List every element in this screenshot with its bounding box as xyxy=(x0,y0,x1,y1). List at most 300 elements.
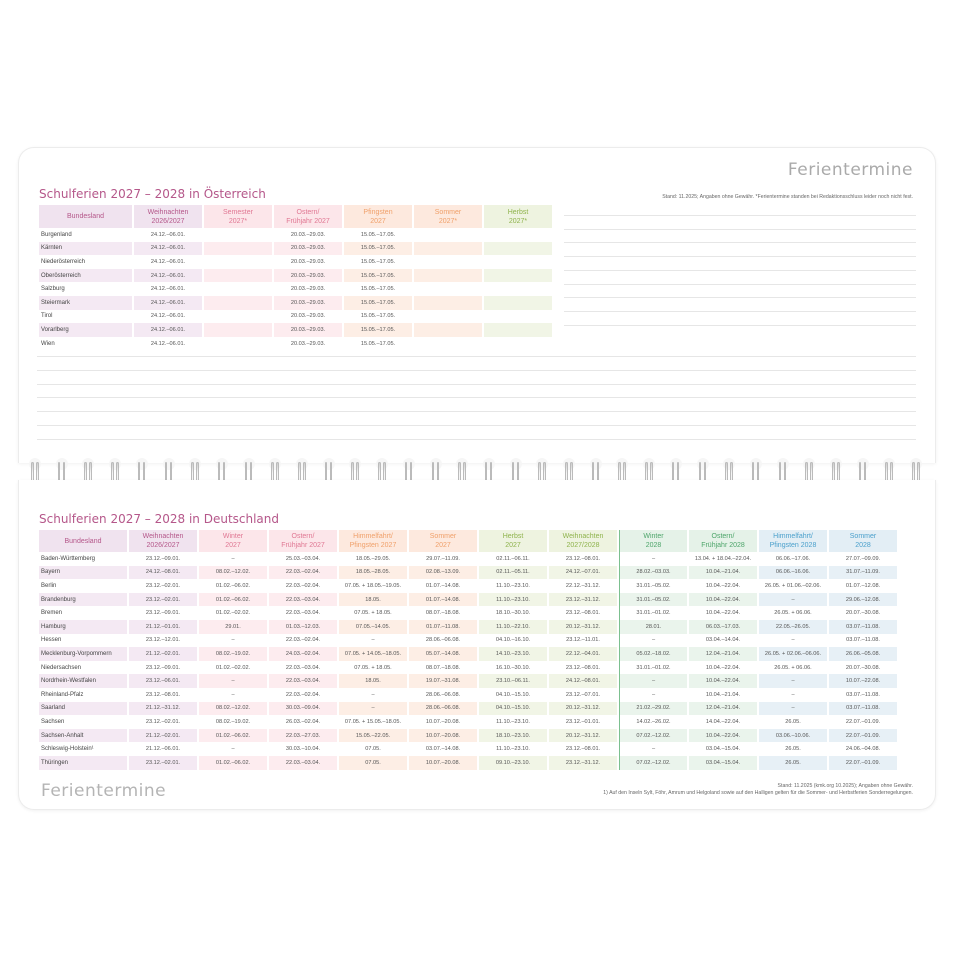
date-cell: 23.12.–09.01. xyxy=(145,610,181,617)
date-cell: 15.05.–17.05. xyxy=(360,258,396,265)
state-name: Niederösterreich xyxy=(41,258,86,265)
date-cell: – xyxy=(619,742,687,756)
date-cell: 21.12.–02.01. xyxy=(129,729,197,743)
date-cell: – xyxy=(619,674,687,688)
date-cell: – xyxy=(231,746,235,753)
column-header xyxy=(339,530,407,552)
date-cell: 07.05. + 18.05. xyxy=(354,664,392,671)
date-cell: 23.12.–11.01. xyxy=(566,637,600,644)
header-line-1: Himmelfahrt/ xyxy=(773,533,813,540)
date-cell: 06.06.–16.06. xyxy=(759,566,827,580)
date-cell: 20.07.–30.08. xyxy=(845,610,881,617)
table-row xyxy=(39,242,552,256)
date-cell: 01.02.–06.02. xyxy=(215,582,251,589)
state-name: Rheinland-Pfalz xyxy=(41,691,84,698)
date-cell: 20.03.–29.03. xyxy=(274,242,342,256)
table-row xyxy=(39,228,552,242)
note-line xyxy=(564,311,916,312)
date-cell xyxy=(484,255,552,269)
header-line-1: Pfingsten xyxy=(363,208,393,216)
state-name: Burgenland xyxy=(41,231,72,238)
table-row xyxy=(39,579,897,593)
header-line-1: Ostern/ xyxy=(711,533,735,540)
column-header xyxy=(39,205,132,228)
date-cell: 01.02.–06.02. xyxy=(199,729,267,743)
note-line xyxy=(37,439,916,440)
state-name: Thüringen xyxy=(39,756,127,770)
date-cell: 23.12.–08.01. xyxy=(565,555,601,562)
date-cell: 23.12.–02.01. xyxy=(129,593,197,607)
date-cell xyxy=(204,255,272,269)
date-cell: 05.07.–14.08. xyxy=(409,647,477,661)
date-cell xyxy=(484,242,552,256)
date-cell: 12.04.–21.04. xyxy=(689,647,757,661)
table-row xyxy=(39,269,552,283)
date-cell: 22.05.–26.05. xyxy=(759,620,827,634)
brand-title-top: Ferientermine xyxy=(787,160,913,180)
date-cell xyxy=(484,228,552,242)
date-cell: 23.12.–08.01. xyxy=(565,664,601,671)
date-cell: 28.06.–06.08. xyxy=(425,637,461,644)
header-line-2: 2027 xyxy=(505,542,521,549)
date-cell: 24.12.–06.01. xyxy=(150,313,186,320)
date-cell: 18.10.–30.10. xyxy=(495,610,531,617)
date-cell: 26.03.–02.04. xyxy=(285,718,321,725)
date-cell: 23.10.–06.11. xyxy=(479,674,547,688)
date-cell: 15.05.–17.05. xyxy=(360,340,396,347)
date-cell: 31.01.–05.02. xyxy=(619,579,687,593)
column-header xyxy=(759,530,827,552)
date-cell xyxy=(204,282,272,296)
state-name: Sachsen-Anhalt xyxy=(39,729,127,743)
header-line-1: Bundesland xyxy=(67,213,104,220)
date-cell: 15.05.–17.05. xyxy=(344,296,412,310)
note-line xyxy=(37,411,916,412)
header-line-1: Sommer xyxy=(429,533,457,540)
date-cell: 23.12.–08.01. xyxy=(565,746,601,753)
column-header xyxy=(129,530,197,552)
date-cell: 08.02.–19.02. xyxy=(215,718,251,725)
date-cell: 29.01. xyxy=(199,620,267,634)
section-title-austria: Schulferien 2027 – 2028 in Österreich xyxy=(39,187,266,201)
date-cell: 04.10.–15.10. xyxy=(495,691,531,698)
date-cell: 23.12.–08.01. xyxy=(145,691,181,698)
note-line xyxy=(37,370,916,371)
date-cell: 10.07.–20.08. xyxy=(409,756,477,770)
state-name: Bremen xyxy=(41,610,63,617)
header-line-2: 2028 xyxy=(855,542,871,549)
date-cell: 22.03.–02.04. xyxy=(285,582,321,589)
state-name: Oberösterreich xyxy=(39,269,132,283)
date-cell: 24.12.–06.01. xyxy=(134,323,202,337)
header-line-2: 2027* xyxy=(508,217,528,225)
date-cell: 10.04.–22.04. xyxy=(705,610,741,617)
date-cell: – xyxy=(619,552,687,566)
note-line xyxy=(37,356,916,357)
date-cell: – xyxy=(619,634,687,648)
table-row xyxy=(39,647,897,661)
column-header xyxy=(414,205,482,228)
date-cell: 24.12.–06.01. xyxy=(134,296,202,310)
note-line xyxy=(564,297,916,298)
date-cell: – xyxy=(759,593,827,607)
date-cell: 03.07.–11.08. xyxy=(846,637,880,644)
state-name: Sachsen xyxy=(41,718,65,725)
date-cell: 28.02.–03.03. xyxy=(619,566,687,580)
note-line xyxy=(564,284,916,285)
table-row xyxy=(39,593,897,607)
date-cell: – xyxy=(791,637,795,644)
date-cell: 18.05.–28.05. xyxy=(339,566,407,580)
date-cell: 07.02.–12.02. xyxy=(619,756,687,770)
date-cell: 15.05.–17.05. xyxy=(344,269,412,283)
footnote-stand: Stand: 11.2025 (kmk.org 10.2025); Angaben ohne Gewähr. xyxy=(777,783,913,789)
date-cell: 24.12.–06.01. xyxy=(134,269,202,283)
date-cell: 07.02.–12.02. xyxy=(619,729,687,743)
date-cell: 29.06.–12.08. xyxy=(829,593,897,607)
page-austria xyxy=(18,147,936,463)
date-cell: 24.12.–06.01. xyxy=(150,340,186,347)
date-cell: 08.07.–18.08. xyxy=(425,610,461,617)
date-cell xyxy=(204,242,272,256)
date-cell: 03.04.–15.04. xyxy=(689,756,757,770)
table-row xyxy=(39,282,552,296)
date-cell: 08.02.–12.02. xyxy=(199,566,267,580)
date-cell: 07.05. + 18.05. xyxy=(354,610,392,617)
date-cell: 20.03.–29.03. xyxy=(290,340,326,347)
state-name: Wien xyxy=(41,340,55,347)
date-cell: 22.07.–01.09. xyxy=(829,756,897,770)
date-cell: 01.02.–02.02. xyxy=(215,664,251,671)
header-line-1: Bundesland xyxy=(64,537,102,545)
column-header xyxy=(39,530,127,552)
date-cell: 01.07.–14.08. xyxy=(425,582,461,589)
note-line xyxy=(564,325,916,326)
note-line xyxy=(564,256,916,257)
header-line-2: Frühjahr 2027 xyxy=(286,217,330,225)
date-cell: 22.03.–02.04. xyxy=(269,566,337,580)
date-cell: 14.10.–23.10. xyxy=(479,647,547,661)
date-cell xyxy=(204,310,272,324)
table-row xyxy=(39,702,897,716)
date-cell: 11.10.–22.10. xyxy=(479,620,547,634)
date-cell: 24.12.–08.01. xyxy=(549,674,617,688)
date-cell: 08.07.–18.08. xyxy=(425,664,461,671)
date-cell xyxy=(484,282,552,296)
date-cell xyxy=(484,337,552,351)
date-cell: 11.10.–23.10. xyxy=(479,593,547,607)
date-cell: 26.05. xyxy=(785,718,801,725)
state-name: Tirol xyxy=(41,313,53,320)
date-cell: 16.10.–30.10. xyxy=(495,664,531,671)
date-cell: 20.07.–30.08. xyxy=(845,664,881,671)
note-line xyxy=(37,425,916,426)
date-cell: 21.12.–31.12. xyxy=(129,702,197,716)
table-austria xyxy=(37,205,554,350)
date-cell: 11.10.–23.10. xyxy=(496,582,530,589)
note-austria: Stand: 11.2025; Angaben ohne Gewähr. *Ferientermine standen bei Redaktionsschluss leider noch nicht fest. xyxy=(662,194,913,200)
date-cell: 23.12.–07.01. xyxy=(565,691,601,698)
date-cell: 15.05.–17.05. xyxy=(344,242,412,256)
column-header xyxy=(409,530,477,552)
column-header xyxy=(479,530,547,552)
date-cell: – xyxy=(199,674,267,688)
date-cell: 20.03.–29.03. xyxy=(290,258,326,265)
date-cell: 10.07.–22.08. xyxy=(829,674,897,688)
date-cell: 23.12.–31.12. xyxy=(549,756,617,770)
date-cell: 07.05. xyxy=(339,756,407,770)
column-header xyxy=(274,205,342,228)
date-cell: – xyxy=(339,702,407,716)
date-cell xyxy=(484,269,552,283)
date-cell: 13.04. + 18.04.–22.04. xyxy=(694,555,752,562)
date-cell: 22.03.–03.04. xyxy=(269,756,337,770)
date-cell: 22.07.–01.09. xyxy=(845,718,881,725)
column-header xyxy=(134,205,202,228)
date-cell: 20.03.–29.03. xyxy=(290,313,326,320)
date-cell: 22.03.–03.04. xyxy=(285,610,321,617)
date-cell: 10.04.–22.04. xyxy=(705,582,741,589)
date-cell: 01.07.–11.08. xyxy=(409,620,477,634)
date-cell: 24.12.–08.01. xyxy=(129,566,197,580)
date-cell: 01.02.–02.02. xyxy=(215,610,251,617)
date-cell: 23.12.–02.01. xyxy=(129,756,197,770)
date-cell: – xyxy=(371,637,375,644)
date-cell: 30.03.–09.04. xyxy=(269,702,337,716)
table-row xyxy=(39,323,552,337)
column-header xyxy=(204,205,272,228)
date-cell xyxy=(414,296,482,310)
date-cell: 24.12.–06.01. xyxy=(150,231,186,238)
header-line-1: Ostern/ xyxy=(291,533,315,540)
date-cell: 20.12.–31.12. xyxy=(549,729,617,743)
header-line-1: Weihnachten xyxy=(142,533,184,540)
date-cell: 23.12.–02.01. xyxy=(145,718,181,725)
date-cell: 10.04.–22.04. xyxy=(689,729,757,743)
date-cell: 31.07.–11.09. xyxy=(829,566,897,580)
date-cell: 11.10.–23.10. xyxy=(496,746,530,753)
date-cell: 03.04.–14.04. xyxy=(705,637,741,644)
table-row xyxy=(39,606,897,620)
date-cell: 23.12.–01.01. xyxy=(565,718,601,725)
header-line-1: Sommer xyxy=(434,208,462,216)
state-name: Schleswig-Holstein¹ xyxy=(41,746,94,753)
header-line-2: Pfingsten 2027 xyxy=(349,542,397,549)
date-cell: 10.07.–20.08. xyxy=(425,718,461,725)
date-cell: 07.05.–14.05. xyxy=(339,620,407,634)
date-cell: 24.06.–04.08. xyxy=(845,746,881,753)
date-cell: 02.08.–13.09. xyxy=(409,566,477,580)
date-cell: 15.05.–17.05. xyxy=(344,323,412,337)
date-cell: 26.05. + 06.06. xyxy=(774,610,812,617)
date-cell: 20.03.–29.03. xyxy=(274,323,342,337)
note-line xyxy=(564,229,916,230)
state-name: Brandenburg xyxy=(39,593,127,607)
table-row xyxy=(39,566,897,580)
date-cell: – xyxy=(619,688,687,702)
state-name: Steiermark xyxy=(39,296,132,310)
state-name: Niedersachsen xyxy=(41,664,82,671)
date-cell: 22.03.–03.04. xyxy=(269,674,337,688)
date-cell: 15.05.–22.05. xyxy=(339,729,407,743)
date-cell: 03.07.–11.08. xyxy=(846,691,880,698)
date-cell xyxy=(204,296,272,310)
date-cell: 02.11.–05.11. xyxy=(479,566,547,580)
column-header xyxy=(549,530,617,552)
date-cell: 01.03.–12.03. xyxy=(269,620,337,634)
date-cell: 07.05. + 14.05.–18.05. xyxy=(339,647,407,661)
date-cell xyxy=(414,242,482,256)
table-row xyxy=(39,337,552,351)
date-cell: 26.06.–05.08. xyxy=(829,647,897,661)
table-row xyxy=(39,742,897,756)
date-cell: 24.12.–06.01. xyxy=(150,286,186,293)
date-cell xyxy=(204,269,272,283)
column-header xyxy=(829,530,897,552)
state-name: Kärnten xyxy=(39,242,132,256)
date-cell: – xyxy=(231,637,235,644)
header-line-2: 2027 xyxy=(370,217,386,225)
header-line-1: Weihnachten xyxy=(147,208,189,216)
date-cell: 22.03.–03.04. xyxy=(285,664,321,671)
date-cell: 22.03.–27.03. xyxy=(269,729,337,743)
column-header xyxy=(269,530,337,552)
date-cell: – xyxy=(791,691,795,698)
column-header xyxy=(484,205,552,228)
table-row xyxy=(39,255,552,269)
date-cell: 28.06.–06.08. xyxy=(409,702,477,716)
date-cell: 04.10.–15.10. xyxy=(479,702,547,716)
date-cell: 01.02.–06.02. xyxy=(199,593,267,607)
table-row xyxy=(39,296,552,310)
header-line-1: Winter xyxy=(222,533,244,540)
date-cell: 21.12.–06.01. xyxy=(145,746,181,753)
date-cell: 22.12.–31.12. xyxy=(565,582,601,589)
state-name: Bayern xyxy=(39,566,127,580)
date-cell: 28.01. xyxy=(619,620,687,634)
date-cell: 07.05. xyxy=(365,746,381,753)
table-row xyxy=(39,688,897,702)
date-cell: 15.05.–17.05. xyxy=(360,231,396,238)
table-row xyxy=(39,552,897,566)
header-line-2: Pfingsten 2028 xyxy=(769,542,817,549)
date-cell: 28.06.–06.08. xyxy=(425,691,461,698)
date-cell: 20.03.–29.03. xyxy=(290,286,326,293)
date-cell: 10.04.–22.04. xyxy=(689,593,757,607)
brand-title-bottom: Ferientermine xyxy=(41,781,167,801)
date-cell: 29.07.–11.09. xyxy=(426,555,460,562)
page-germany xyxy=(18,480,936,810)
date-cell: 07.05. + 15.05.–18.05. xyxy=(344,718,402,725)
date-cell: 20.03.–29.03. xyxy=(274,269,342,283)
date-cell xyxy=(414,310,482,324)
date-cell: 23.12.–09.01. xyxy=(145,664,181,671)
date-cell: 18.05. xyxy=(339,674,407,688)
footnote-1: 1) Auf den Inseln Sylt, Föhr, Amrum und Helgoland sowie auf den Halligen gelten für die Sommer- und Herbstferien Sonderregelungen. xyxy=(603,790,913,796)
table-row xyxy=(39,661,897,675)
state-name: Hamburg xyxy=(39,620,127,634)
header-line-2: 2027/2028 xyxy=(566,542,600,549)
date-cell: 20.03.–29.03. xyxy=(290,231,326,238)
date-cell: 31.01.–01.02. xyxy=(619,606,687,620)
date-cell: 02.11.–06.11. xyxy=(496,555,530,562)
date-cell: 24.12.–06.01. xyxy=(150,258,186,265)
date-cell: 03.04.–15.04. xyxy=(705,746,741,753)
date-cell: 21.12.–02.01. xyxy=(129,647,197,661)
date-cell xyxy=(484,310,552,324)
date-cell: 18.05. xyxy=(339,593,407,607)
date-cell: 23.12.–02.01. xyxy=(145,582,181,589)
date-cell: 26.05. xyxy=(785,746,801,753)
date-cell: 01.07.–14.08. xyxy=(409,593,477,607)
date-cell: 26.05. + 02.06.–06.06. xyxy=(759,647,827,661)
header-line-2: Frühjahr 2027 xyxy=(281,542,325,549)
date-cell xyxy=(414,228,482,242)
date-cell: 10.04.–22.04. xyxy=(705,664,741,671)
header-line-2: Frühjahr 2028 xyxy=(701,542,745,549)
date-cell: 20.12.–31.12. xyxy=(549,620,617,634)
date-cell xyxy=(204,228,272,242)
date-cell: 19.07.–31.08. xyxy=(409,674,477,688)
state-name: Berlin xyxy=(41,582,57,589)
header-line-2: 2027 xyxy=(435,542,451,549)
state-name: Hessen xyxy=(41,637,62,644)
column-header xyxy=(689,530,757,552)
table-row xyxy=(39,729,897,743)
table-row xyxy=(39,674,897,688)
header-line-2: 2028 xyxy=(645,542,662,549)
date-cell: 23.12.–06.01. xyxy=(129,674,197,688)
note-line xyxy=(37,397,916,398)
date-cell: 10.04.–21.04. xyxy=(705,691,741,698)
table-row xyxy=(39,756,897,770)
date-cell xyxy=(414,337,482,351)
note-line xyxy=(564,215,916,216)
date-cell: 26.05. xyxy=(759,756,827,770)
date-cell: 14.02.–26.02. xyxy=(619,715,687,729)
date-cell: 24.12.–07.01. xyxy=(549,566,617,580)
date-cell: 06.03.–17.03. xyxy=(689,620,757,634)
table-row xyxy=(39,620,897,634)
date-cell xyxy=(414,282,482,296)
date-cell: – xyxy=(371,691,375,698)
note-line xyxy=(37,384,916,385)
date-cell: 10.07.–20.08. xyxy=(409,729,477,743)
note-line xyxy=(564,242,916,243)
header-line-2: 2027* xyxy=(438,217,458,225)
date-cell xyxy=(204,337,272,351)
date-cell: 05.02.–18.02. xyxy=(619,647,687,661)
state-name: Vorarlberg xyxy=(39,323,132,337)
date-cell: 21.12.–01.01. xyxy=(129,620,197,634)
date-cell: 06.06.–17.06. xyxy=(775,555,811,562)
header-line-2: 2027 xyxy=(225,542,241,549)
date-cell: 03.07.–14.08. xyxy=(425,746,461,753)
date-cell: 22.12.–04.01. xyxy=(549,647,617,661)
date-cell: – xyxy=(231,555,235,562)
date-cell: 20.12.–31.12. xyxy=(549,702,617,716)
header-line-1: Semester xyxy=(223,208,253,216)
date-cell xyxy=(414,323,482,337)
date-cell: 03.07.–11.08. xyxy=(829,702,897,716)
date-cell: – xyxy=(759,702,827,716)
date-cell: 30.03.–10.04. xyxy=(285,746,321,753)
header-line-2: 2026/2027 xyxy=(146,542,180,549)
state-name: Nordrhein-Westfalen xyxy=(39,674,127,688)
date-cell: 22.03.–02.04. xyxy=(285,637,321,644)
header-line-1: Ostern/ xyxy=(296,208,320,216)
date-cell xyxy=(484,323,552,337)
